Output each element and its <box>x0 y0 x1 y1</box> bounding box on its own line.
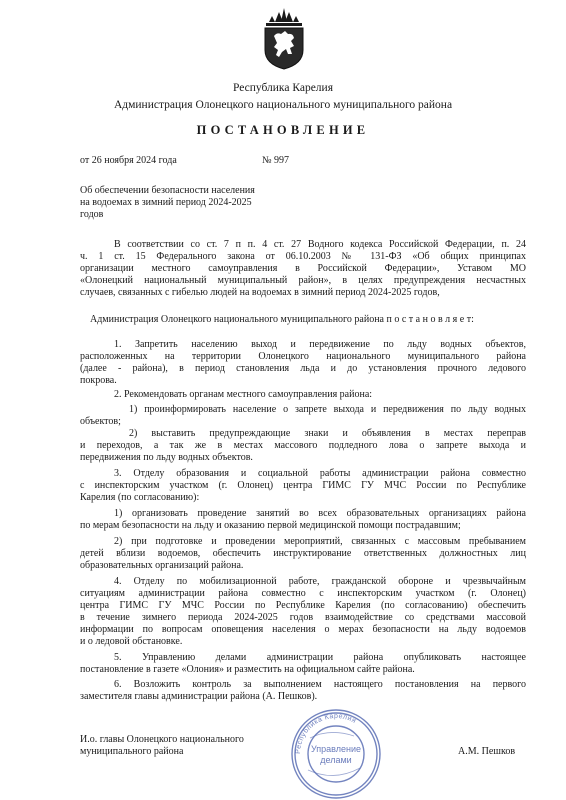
signatory-name: А.М. Пешков <box>458 746 516 757</box>
subject-line: Об обеспечении безопасности населения <box>80 185 255 196</box>
body-line: 2) при подготовке и проведении мероприятий, связанных с массовым пребыванием <box>114 536 526 547</box>
body-line: 4. Отделу по мобилизационной работе, гражданской обороне и чрезвычайным <box>114 576 526 587</box>
body-line: расположенных на территории Олонецкого национального муниципального района <box>80 351 526 362</box>
preamble-line: В соответствии со ст. 7 п п. 4 ст. 27 Водного кодекса Российской Федерации, п. 24 <box>114 239 526 250</box>
body-line: ситуациям администрации района совместно с инспекторским участком (г. Олонец) <box>80 588 526 599</box>
body-line: 3. Отделу образования и социальной работы администрации района совместно <box>114 468 526 479</box>
body-line: заместителя главы администрации района (А. Пешков). <box>80 691 318 702</box>
body-line: 5. Управлению делами администрации района опубликовать настоящее <box>114 652 526 663</box>
republic-name: Республика Карелия <box>232 82 333 94</box>
body-line: 1. Запретить населению выход и передвижение по льду водных объектов, <box>114 339 526 350</box>
coat-of-arms-icon <box>261 8 307 70</box>
body-line: информации по вопросам оповещения населения о мерах безопасности на льду водоемов <box>80 624 526 635</box>
body-line: Карелия (по согласованию): <box>80 492 200 503</box>
body-line: объектов; <box>80 416 121 427</box>
body-line: и переходов, а так же в местах массового подледного лова о запрете выхода и <box>80 440 526 451</box>
stamp-center-text: Управление <box>310 744 362 754</box>
signatory-position: муниципального района <box>80 746 184 757</box>
document-number: № 997 <box>262 155 290 166</box>
body-line: 6. Возложить контроль за выполнением настоящего постановления на первого <box>114 679 526 690</box>
preamble-line: случаев, связанных с гибелью людей на водоемах в зимний период 2024-2025 годов, <box>80 287 440 298</box>
body-line: покрова. <box>80 375 117 386</box>
body-line: детей вблизи водоемов, обеспечить инструктирование ответственных должностных лиц <box>80 548 526 559</box>
body-line: постановление в газете «Олония» и разместить на официальном сайте района. <box>80 664 415 675</box>
body-line: 1) проинформировать население о запрете выхода и передвижения по льду водных <box>129 404 526 415</box>
subject-line: на водоемах в зимний период 2024-2025 <box>80 197 252 208</box>
body-line: с инспекторским участком (г. Олонец) центра ГИМС ГУ МЧС России по Республике <box>80 480 526 491</box>
administration-name: Администрация Олонецкого национального муниципального района <box>113 99 453 111</box>
body-line: в течение зимнего периода 2024-2025 годов взаимодействие со средствами массовой <box>80 612 526 623</box>
body-line: (далее - района), в период становления льда и до установления прочного ледового <box>80 363 526 374</box>
stamp-center-text: делами <box>320 755 352 765</box>
body-line: 2) выставить предупреждающие знаки и объявления в местах переправ <box>129 428 526 439</box>
preamble-line: ч. 1 ст. 15 Федерального закона от 06.10.2003 № 131-ФЗ «Об общих принципах <box>80 251 526 262</box>
body-line: и о ледовой обстановке. <box>80 636 183 647</box>
body-line: образовательных организаций района. <box>80 560 244 571</box>
body-line: 2. Рекомендовать органам местного самоуправления района: <box>114 389 373 400</box>
resolve-line: Администрация Олонецкого национального муниципального района п о с т а н о в л я е т: <box>90 314 474 325</box>
stamp-ring-text: Республика Карелия <box>294 712 358 755</box>
preamble-line: организации местного самоуправления в Российской Федерации», Уставом МО <box>80 263 526 274</box>
body-line: передвижения по льду водных объектов. <box>80 452 253 463</box>
subject-line: годов <box>80 209 104 220</box>
body-line: 1) организовать проведение занятий во всех образовательных организациях района <box>114 508 526 519</box>
body-line: центра ГИМС ГУ МЧС России по Республике Карелия (по согласованию) обеспечить <box>80 600 526 611</box>
signatory-position: И.о. главы Олонецкого национального <box>80 734 244 745</box>
document-title: ПОСТАНОВЛЕНИЕ <box>196 123 370 137</box>
document-date: от 26 ноября 2024 года <box>80 155 177 166</box>
body-line: по мерам безопасности на льду и оказанию первой медицинской помощи пострадавшим; <box>80 520 461 531</box>
official-stamp-icon <box>290 708 382 800</box>
preamble-line: «Олонецкий национальный муниципальный район», в целях предупреждения несчастных <box>80 275 526 286</box>
